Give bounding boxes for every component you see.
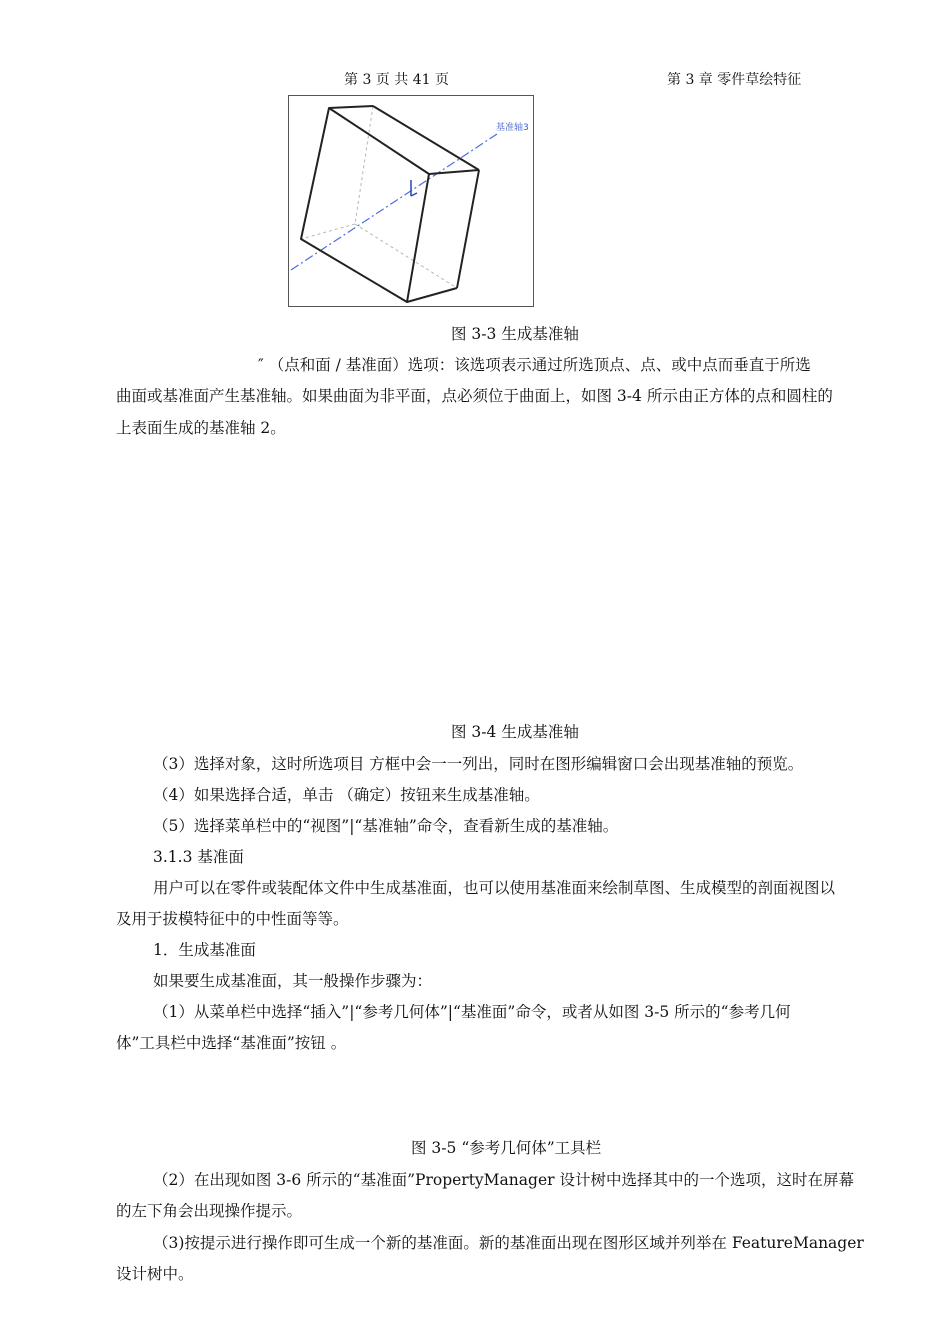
step-3-b-cont: 设计树中。 bbox=[116, 1265, 194, 1283]
subsection-heading: 1．生成基准面 bbox=[153, 941, 256, 959]
figure-3-3-caption: 图 3-3 生成基准轴 bbox=[451, 325, 579, 343]
section-heading: 3.1.3 基准面 bbox=[153, 848, 244, 866]
page-info: 第 3 页 共 41 页 bbox=[344, 72, 449, 88]
figure-3-5-caption: 图 3-5 “参考几何体”工具栏 bbox=[411, 1139, 602, 1157]
step-1-cont: 体”工具栏中选择“基准面”按钮 。 bbox=[116, 1034, 347, 1052]
step-5: （5）选择菜单栏中的“视图”|“基准轴”命令，查看新生成的基准轴。 bbox=[153, 817, 619, 835]
paragraph-line: 曲面或基准面产生基准轴。如果曲面为非平面，点必须位于曲面上，如图 3-4 所示由正方体的点和圆柱的 bbox=[116, 387, 833, 405]
figure-3-4-caption: 图 3-4 生成基准轴 bbox=[451, 723, 579, 741]
paragraph-line: ″ （点和面 / 基准面）选项：该选项表示通过所选顶点、点、或中点而垂直于所选 bbox=[258, 356, 811, 374]
paragraph-line: 用户可以在零件或装配体文件中生成基准面，也可以使用基准面来绘制草图、生成模型的剖面视图以 bbox=[153, 879, 836, 897]
step-3-b: （3)按提示进行操作即可生成一个新的基准面。新的基准面出现在图形区域并列举在 FeatureManager bbox=[153, 1234, 864, 1252]
paragraph-line: 上表面生成的基准轴 2。 bbox=[116, 419, 286, 437]
step-2-cont: 的左下角会出现操作提示。 bbox=[116, 1202, 303, 1220]
paragraph-line: 及用于拔模特征中的中性面等等。 bbox=[116, 910, 349, 928]
paragraph-line: 如果要生成基准面，其一般操作步骤为： bbox=[153, 972, 433, 990]
chapter-title: 第 3 章 零件草绘特征 bbox=[667, 72, 802, 88]
step-4: （4）如果选择合适，单击 （确定）按钮来生成基准轴。 bbox=[153, 786, 540, 804]
datum-axis-label: 基准轴3 bbox=[496, 123, 529, 133]
step-2: （2）在出现如图 3-6 所示的“基准面”PropertyManager 设计树中选择其中的一个选项，这时在屏幕 bbox=[153, 1171, 854, 1189]
step-1: （1）从菜单栏中选择“插入”|“参考几何体”|“基准面”命令，或者从如图 3-5 所示的“参考几何 bbox=[153, 1003, 791, 1021]
step-3: （3）选择对象，这时所选项目 方框中会一一列出，同时在图形编辑窗口会出现基准轴的预览。 bbox=[153, 755, 804, 773]
figure-3-3-image bbox=[288, 95, 534, 307]
